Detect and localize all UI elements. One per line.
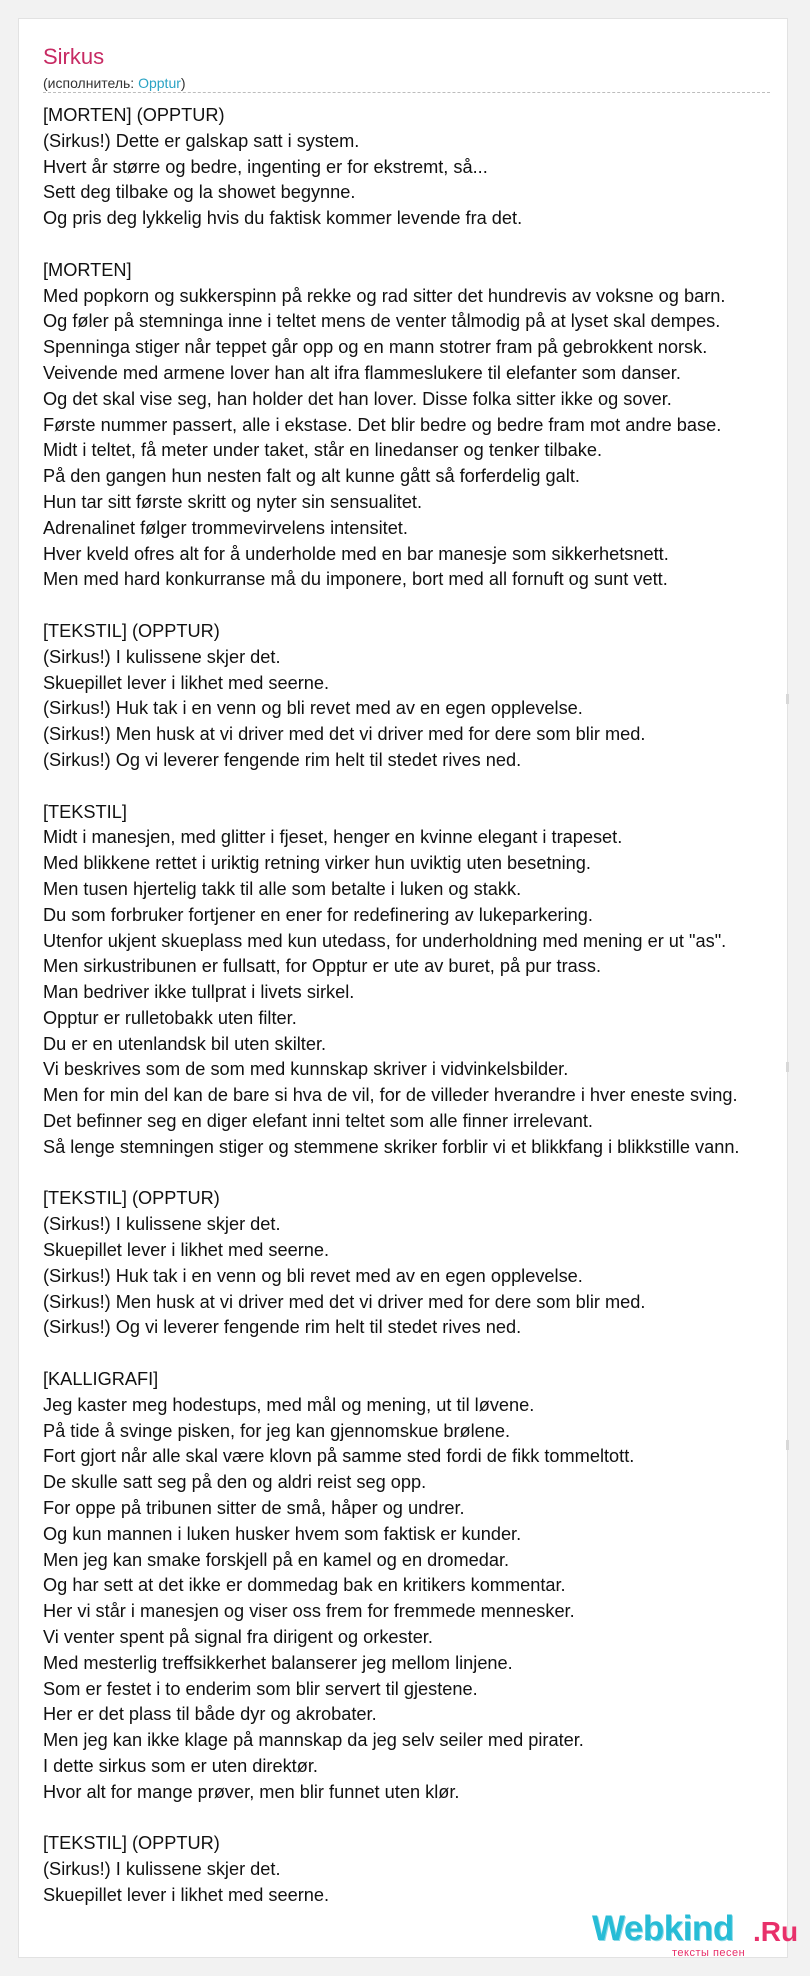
scroll-mark — [786, 694, 789, 704]
section-heading: [TEKSTIL] — [43, 801, 127, 822]
lyric-line: Vi venter spent på signal fra dirigent og orkester. — [43, 1627, 433, 1648]
section-heading: [TEKSTIL] (OPPTUR) — [43, 620, 220, 641]
lyric-line: Opptur er rulletobakk uten filter. — [43, 1007, 297, 1028]
lyric-line: Og kun mannen i luken husker hvem som faktisk er kunder. — [43, 1523, 522, 1544]
song-title: Sirkus — [43, 44, 105, 69]
stanza-gap — [43, 774, 740, 800]
lyric-line: Men tusen hjertelig takk til alle som betalte i luken og stakk. — [43, 878, 522, 899]
lyric-line: (Sirkus!) Huk tak i en venn og bli revet med av en egen opplevelse. — [43, 698, 583, 719]
lyric-line: Det befinner seg en diger elefant inni teltet som alle finner irrelevant. — [43, 1111, 593, 1132]
artist-line — [43, 74, 186, 92]
lyric-line: Skuepillet lever i likhet med seerne. — [43, 1240, 330, 1261]
lyric-line: Men jeg kan ikke klage på mannskap da jeg selv seiler med pirater. — [43, 1730, 584, 1751]
artist-link[interactable]: Opptur — [138, 75, 181, 91]
lyric-line: Adrenalinet følger trommevirvelens intensitet. — [43, 517, 408, 538]
lyric-line: Spenninga stiger når teppet går opp og en mann stotrer fram på gebrokkent norsk. — [43, 337, 708, 358]
lyric-line: Med popkorn og sukkerspinn på rekke og rad sitter det hundrevis av voksne og barn. — [43, 285, 726, 306]
section-heading: [TEKSTIL] (OPPTUR) — [43, 1833, 220, 1854]
lyrics-card — [18, 18, 799, 1959]
lyric-line: Veivende med armene lover han alt ifra flammeslukere til elefanter som danser. — [43, 362, 681, 383]
lyric-line: De skulle satt seg på den og aldri reist seg opp. — [43, 1472, 427, 1493]
stanza-gap — [43, 1341, 740, 1367]
lyric-line: (Sirkus!) I kulissene skjer det. — [43, 1214, 281, 1235]
lyric-line: Hvert år større og bedre, ingenting er for ekstremt, så... — [43, 156, 488, 177]
logo-tld: .Ru — [753, 1916, 799, 1947]
lyric-line: Her vi står i manesjen og viser oss frem for fremmede mennesker. — [43, 1601, 575, 1622]
lyric-line: Og har sett at det ikke er dommedag bak en kritikers kommentar. — [43, 1575, 566, 1596]
lyric-line: Men sirkustribunen er fullsatt, for Opptur er ute av buret, på pur trass. — [43, 956, 602, 977]
lyric-line: Skuepillet lever i likhet med seerne. — [43, 1884, 330, 1905]
lyric-line: Hver kveld ofres alt for å underholde med en bar manesje som sikkerhetsnett. — [43, 543, 669, 564]
lyrics-text — [43, 103, 740, 1909]
lyric-line: Midt i teltet, få meter under taket, står en linedanser og tenker tilbake. — [43, 440, 603, 461]
lyric-line: Sett deg tilbake og la showet begynne. — [43, 182, 356, 203]
lyric-line: Du som forbruker fortjener en ener for redefinering av lukeparkering. — [43, 904, 593, 925]
lyric-line: (Sirkus!) Men husk at vi driver med det vi driver med for dere som blir med. — [43, 1291, 646, 1312]
logo-tagline: тексты песен — [672, 1947, 746, 1959]
lyric-line: Utenfor ukjent skueplass med kun utedass, for underholdning med mening er ut "as". — [43, 930, 727, 951]
lyric-line: Med blikkene rettet i uriktig retning virker hun uviktig uten besetning. — [43, 853, 591, 874]
lyric-line: På den gangen hun nesten falt og alt kunne gått så forferdelig galt. — [43, 466, 580, 487]
lyric-line: (Sirkus!) Dette er galskap satt i system. — [43, 130, 360, 151]
logo-brand: Webkind — [592, 1909, 734, 1948]
section-heading: [MORTEN] (OPPTUR) — [43, 105, 225, 125]
lyric-line: Men jeg kan smake forskjell på en kamel og en dromedar. — [43, 1549, 510, 1570]
scroll-mark — [786, 1062, 789, 1072]
lyric-line: Man bedriver ikke tullprat i livets sirkel. — [43, 982, 355, 1003]
lyric-line: På tide å svinge pisken, for jeg kan gjennomskue brølene. — [43, 1420, 511, 1441]
stanza-gap — [43, 1806, 740, 1832]
site-logo[interactable] — [592, 1909, 799, 1969]
lyric-line: Og føler på stemninga inne i teltet mens de venter tålmodig på at lyset skal dempes. — [43, 311, 721, 332]
lyric-line: Men med hard konkurranse må du imponere, bort med all fornuft og sunt vett. — [43, 569, 668, 590]
lyric-line: Og det skal vise seg, han holder det han lover. Disse folka sitter ikke og sover. — [43, 388, 672, 409]
lyric-line: Som er festet i to enderim som blir servert til gjestene. — [43, 1678, 478, 1699]
lyric-line: (Sirkus!) Og vi leverer fengende rim helt til stedet rives ned. — [43, 1317, 522, 1338]
lyric-line: Jeg kaster meg hodestups, med mål og mening, ut til løvene. — [43, 1394, 535, 1415]
lyric-line: (Sirkus!) I kulissene skjer det. — [43, 646, 281, 667]
lyric-line: Skuepillet lever i likhet med seerne. — [43, 672, 330, 693]
section-heading: [MORTEN] — [43, 259, 132, 280]
stanza-gap — [43, 593, 740, 619]
lyric-line: (Sirkus!) Huk tak i en venn og bli revet med av en egen opplevelse. — [43, 1265, 583, 1286]
lyric-line: I dette sirkus som er uten direktør. — [43, 1756, 318, 1776]
artist-prefix: (исполнитель: — [43, 75, 139, 91]
lyric-line: Første nummer passert, alle i ekstase. Det blir bedre og bedre fram mot andre base. — [43, 414, 722, 435]
lyric-line: Og pris deg lykkelig hvis du faktisk kommer levende fra det. — [43, 208, 523, 229]
lyric-line: For oppe på tribunen sitter de små, håper og undrer. — [43, 1498, 465, 1519]
lyric-line: Hun tar sitt første skritt og nyter sin sensualitet. — [43, 491, 423, 512]
stanza-gap — [43, 232, 740, 258]
lyric-line: (Sirkus!) Og vi leverer fengende rim helt til stedet rives ned. — [43, 749, 522, 770]
lyric-line: Med mesterlig treffsikkerhet balanserer jeg mellom linjene. — [43, 1652, 513, 1673]
lyric-line: (Sirkus!) I kulissene skjer det. — [43, 1859, 281, 1880]
stanza-gap — [43, 1161, 740, 1187]
scroll-mark — [786, 1440, 789, 1450]
section-heading: [KALLIGRAFI] — [43, 1369, 159, 1390]
lyric-line: Fort gjort når alle skal være klovn på samme sted fordi de fikk tommeltott. — [43, 1446, 635, 1467]
lyric-line: Men for min del kan de bare si hva de vil, for de villeder hverandre i hver eneste sving. — [43, 1085, 738, 1106]
section-heading: [TEKSTIL] (OPPTUR) — [43, 1188, 220, 1209]
lyric-line: Du er en utenlandsk bil uten skilter. — [43, 1033, 327, 1054]
lyric-line: Vi beskrives som de som med kunnskap skriver i vidvinkelsbilder. — [43, 1059, 569, 1080]
lyric-line: (Sirkus!) Men husk at vi driver med det vi driver med for dere som blir med. — [43, 724, 646, 745]
title-divider — [43, 92, 770, 93]
lyric-line: Midt i manesjen, med glitter i fjeset, henger en kvinne elegant i trapeset. — [43, 827, 623, 848]
lyric-line: Her er det plass til både dyr og akrobater. — [43, 1704, 377, 1725]
artist-suffix: ) — [180, 75, 186, 91]
lyric-line: Så lenge stemningen stiger og stemmene skriker forblir vi et blikkfang i blikkstille vann. — [43, 1136, 740, 1157]
lyric-line: Hvor alt for mange prøver, men blir funnet uten klør. — [43, 1781, 460, 1802]
